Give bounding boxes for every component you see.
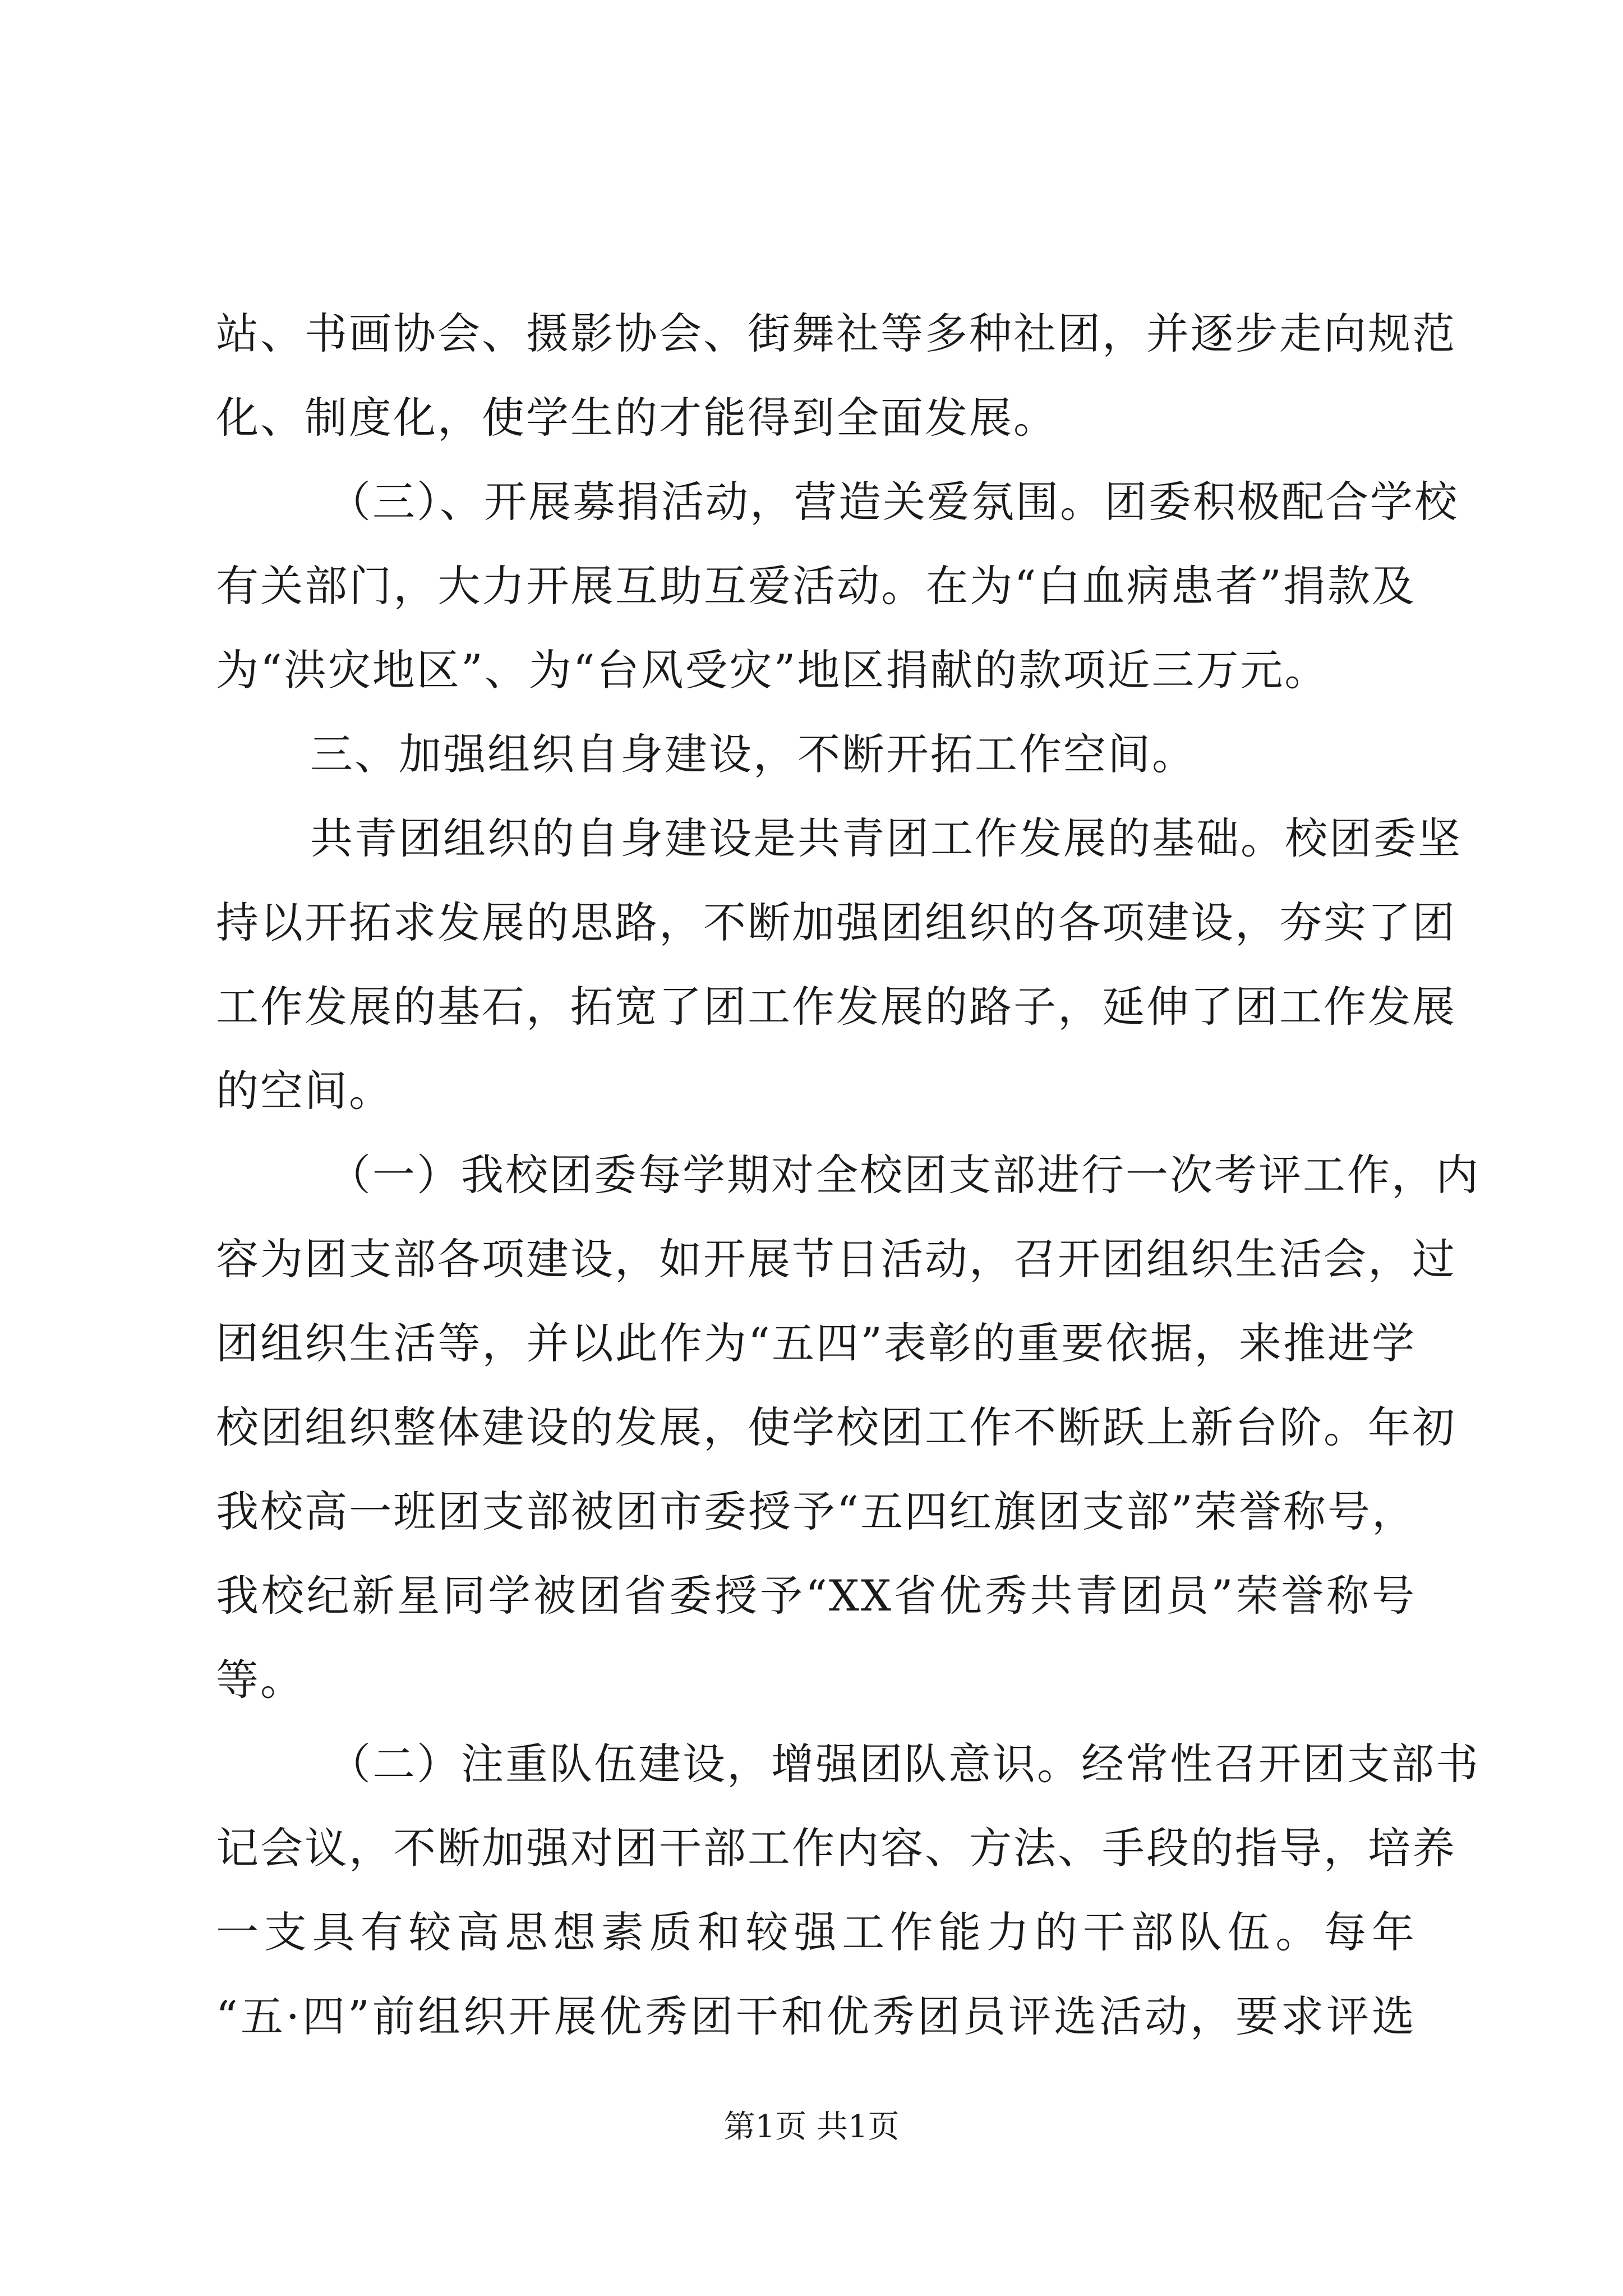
page-number-footer: 第1页 共1页	[723, 2109, 900, 2145]
text-line: 有关部门，大力开展互助互爱活动。在为“白血病患者”捐款及	[216, 561, 1416, 611]
text-line: 一支具有较高思想素质和较强工作能力的干部队伍。每年	[216, 1907, 1416, 1957]
text-line: 记会议，不断加强对团干部工作内容、方法、手段的指导，培养	[216, 1823, 1456, 1873]
text-line: 我校高一班团支部被团市委授予“五四红旗团支部”荣誉称号，	[216, 1487, 1416, 1536]
section-heading: 三、加强组织自身建设，不断开拓工作空间。	[310, 729, 1196, 779]
text-line: （三）、开展募捐活动，营造关爱氛围。团委积极配合学校	[328, 477, 1459, 527]
text-line: “五·四”前组织开展优秀团干和优秀团员评选活动，要求评选	[216, 1991, 1416, 2041]
text-line: 为“洪灾地区”、为“台风受灾”地区捐献的款项近三万元。	[216, 645, 1329, 695]
text-line: （一）我校团委每学期对全校团支部进行一次考评工作，内	[328, 1150, 1480, 1200]
text-line: 工作发展的基石，拓宽了团工作发展的路子，延伸了团工作发展	[216, 982, 1456, 1032]
text-line: 共青团组织的自身建设是共青团工作发展的基础。校团委坚	[310, 813, 1462, 863]
text-line: （二）注重队伍建设，增强团队意识。经常性召开团支部书	[328, 1739, 1480, 1789]
text-line: 等。	[216, 1655, 305, 1705]
text-line: 团组织生活等，并以此作为“五四”表彰的重要依据，来推进学	[216, 1318, 1416, 1368]
text-line: 的空间。	[216, 1066, 393, 1116]
text-line: 我校纪新星同学被团省委授予“XX省优秀共青团员”荣誉称号	[216, 1571, 1416, 1621]
text-line: 校团组织整体建设的发展，使学校团工作不断跃上新台阶。年初	[216, 1402, 1456, 1452]
text-line: 持以开拓求发展的思路，不断加强团组织的各项建设，夯实了团	[216, 898, 1456, 947]
text-line: 容为团支部各项建设，如开展节日活动，召开团组织生活会，过	[216, 1234, 1456, 1284]
document-body	[216, 292, 1480, 2059]
text-line: 化、制度化，使学生的才能得到全面发展。	[216, 393, 1058, 443]
text-line: 站、书画协会、摄影协会、街舞社等多种社团，并逐步走向规范	[216, 309, 1456, 358]
